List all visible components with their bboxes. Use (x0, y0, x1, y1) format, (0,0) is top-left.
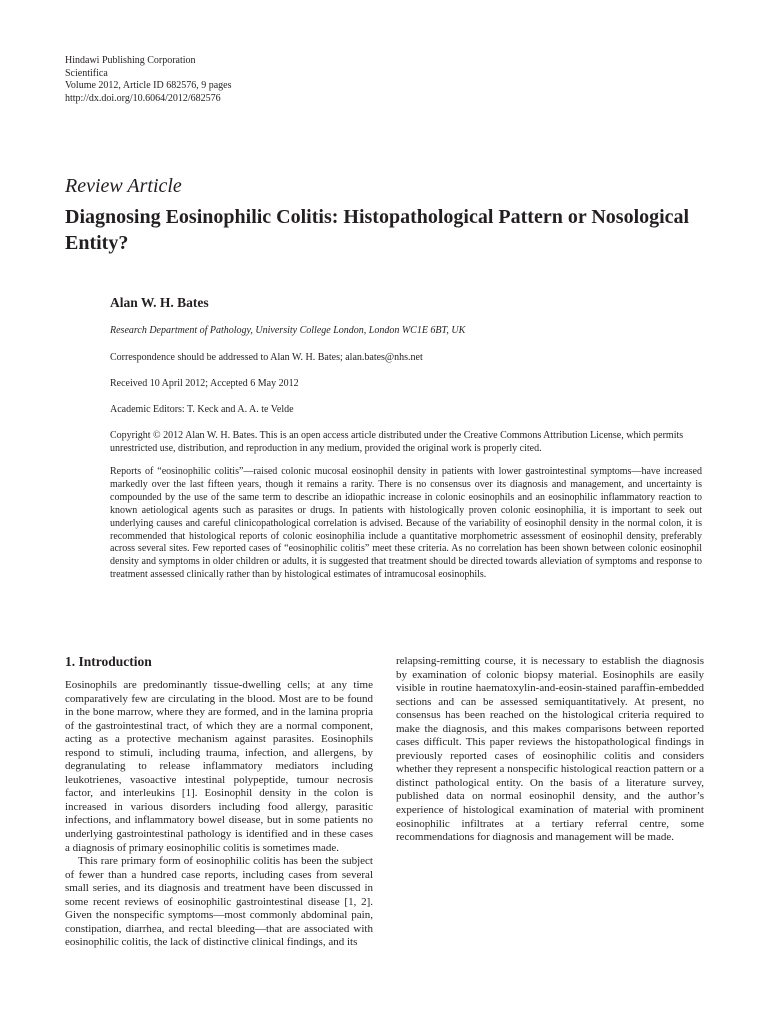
article-title: Diagnosing Eosinophilic Colitis: Histopathological Pattern or Nosological Entity? (65, 206, 690, 254)
author-affiliation: Research Department of Pathology, University College London, London WC1E 6BT, UK (110, 325, 466, 336)
correspondence-line: Correspondence should be addressed to Alan W. H. Bates; alan.bates@nhs.net (110, 352, 423, 363)
journal-header (65, 55, 231, 105)
copyright-notice: Copyright © 2012 Alan W. H. Bates. This is an open access article distributed under the Creative Commons Attribution License, which permits unrestricted use, distribution, and reproduction in any medium, provided the original work is properly cited. (110, 430, 684, 454)
introduction-paragraph-1: Eosinophils are predominantly tissue-dwelling cells; at any time comparatively few are circulating in the blood. Most are to be found in the bone marrow, where they are formed, and in the lamina propria of the gastrointestinal tract, of which they are a normal component, acting as a protective mechanism against parasites. Eosinophils respond to stimuli, including trauma, infection, and allergens, by degranulating to release inflammatory mediators including leukotrienes, vasoactive intestinal polypeptide, tumour necrosis factor, and interleukins [1]. Eosinophil density in the colon is increased in various disorders including food allergy, parasitic infections, and inflammatory bowel disease, but in some patients no underlying gastrointestinal pathology is identified and in these cases a diagnosis of primary eosinophilic colitis is sometimes made. (65, 679, 373, 854)
journal-name: Scientifica (65, 67, 108, 79)
introduction-paragraph-2: This rare primary form of eosinophilic colitis has been the subject of fewer than a hundred case reports, including cases from several small series, and its diagnosis and treatment have been discussed in some recent reviews of eosinophilic gastrointestinal disease [1, 2]. Given the nonspecific symptoms—most commonly abdominal pain, constipation, diarrhea, and rectal bleeding—that are associated with eosinophilic colitis, the lack of distinctive clinical findings, and its (65, 855, 373, 949)
author-name: Alan W. H. Bates (110, 295, 209, 310)
body-column-left (65, 679, 373, 950)
doi-link[interactable]: http://dx.doi.org/10.6064/2012/682576 (65, 92, 221, 104)
abstract: Reports of “eosinophilic colitis”—raised colonic mucosal eosinophil density in patients with lower gastrointestinal symptoms—have increased markedly over the last fifteen years, though it remains a rarity. There is no consensus over its diagnosis and management, and uncertainty is compounded by the use of the same term to describe an idiopathic increase in colonic eosinophils and an eosinophilic inflammatory reaction to known aetiological agents such as parasites or drugs. In patients with histologically proven colonic eosinophilia, it is important to seek out underlying causes and careful clinicopathological correlation is advised. Because of the variability of eosinophil density in the normal colon, it is recommended that histological reports of colonic eosinophilia include a quantitative morphometric assessment of eosinophil density, preferably across several sites. Few reported cases of “eosinophilic colitis” meet these criteria. As no correlation has been shown between colonic eosinophil density and symptoms in older children or adults, it is suggested that treatment should be directed towards alleviation of symptoms and response to treatment assessed clinically rather than by histological estimates of intramucosal eosinophils. (110, 466, 702, 581)
volume-info: Volume 2012, Article ID 682576, 9 pages (65, 80, 232, 91)
body-column-right (396, 655, 704, 845)
academic-editors: Academic Editors: T. Keck and A. A. te Velde (110, 404, 294, 415)
received-accepted-dates: Received 10 April 2012; Accepted 6 May 2012 (110, 378, 299, 389)
introduction-paragraph-2-continued: relapsing-remitting course, it is necessary to establish the diagnosis by examination of colonic biopsy material. Eosinophils are easily visible in routine haematoxylin-and-eosin-stained paraffin-embedded sections and can be assessed semiquantitatively. At present, no consensus has been reached on the histological criteria required to make the diagnosis, and this makes comparisons between reported cases difficult. This paper reviews the histopathological findings in previously reported cases of eosinophilic colitis and considers whether they represent a nonspecific histological reaction pattern or a distinct pathological entity. On the basis of a literature survey, published data on normal eosinophil density, and the author’s experience of histological examination of material with prominent eosinophilic infiltrates at a tertiary referral centre, some recommendations for diagnosis and management will be made. (396, 655, 704, 844)
section-heading-introduction: 1. Introduction (65, 654, 152, 669)
article-type: Review Article (65, 175, 182, 197)
publisher-name: Hindawi Publishing Corporation (65, 55, 196, 66)
